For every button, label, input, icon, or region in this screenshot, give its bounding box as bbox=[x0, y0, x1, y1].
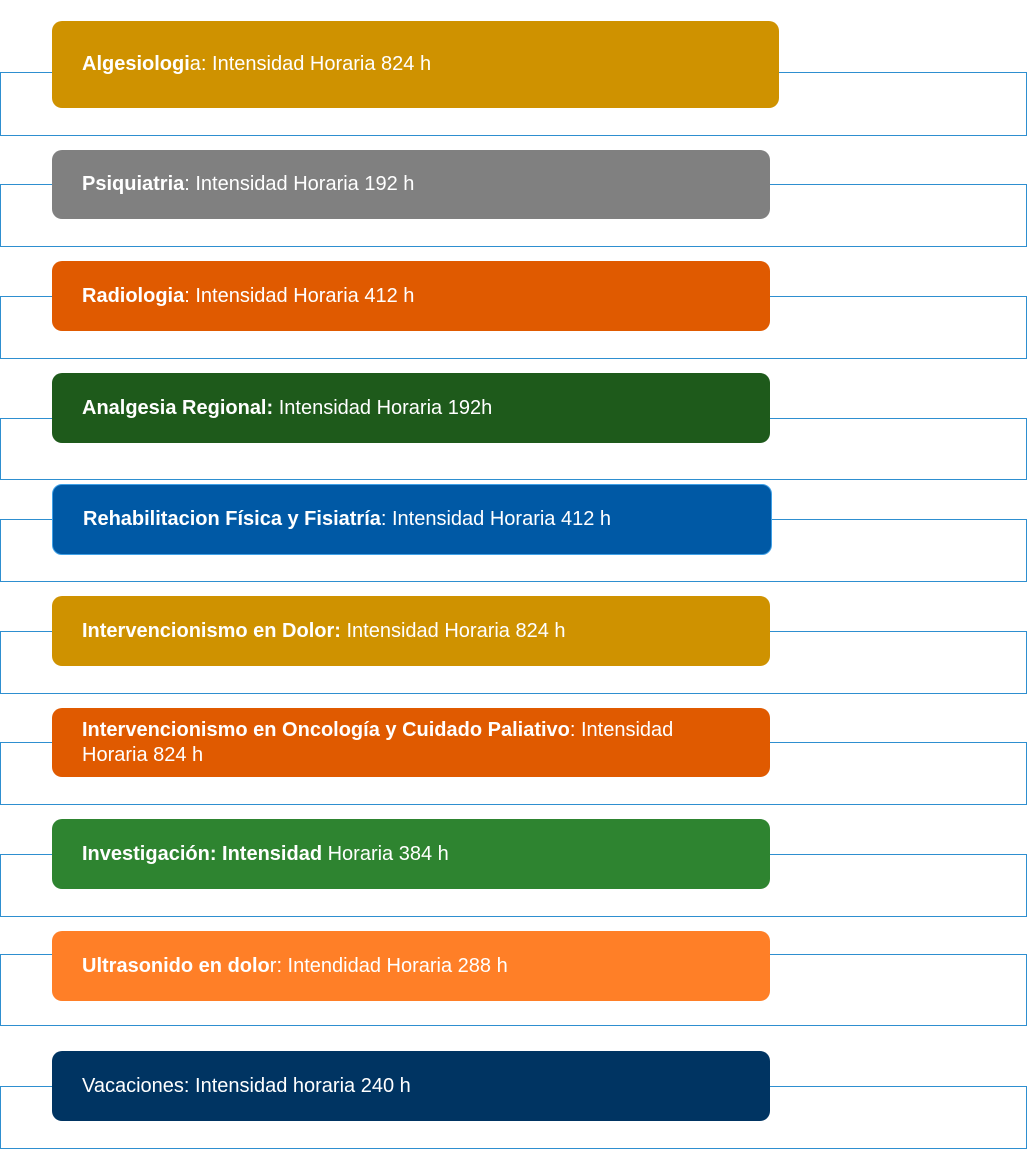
item-bar bbox=[52, 708, 770, 777]
item-bold-text: Analgesia Regional: bbox=[82, 396, 274, 419]
item-label bbox=[82, 842, 449, 867]
item-bold-text: Investigación: Intensidad bbox=[82, 842, 323, 865]
item-rest-text: : Intensidad Horaria 192 h bbox=[184, 173, 415, 195]
item-bold-text: Intervencionismo en Dolor: bbox=[82, 619, 341, 642]
item-label bbox=[82, 619, 566, 644]
item-bold-text: Algesiologi bbox=[82, 53, 190, 75]
item-bar bbox=[52, 261, 770, 331]
item-label bbox=[82, 954, 508, 979]
item-bold-text: Radiologia bbox=[82, 284, 185, 307]
item-bold-text: Rehabilitacion Física y Fisiatría bbox=[83, 508, 381, 530]
item-label bbox=[82, 1074, 411, 1099]
item-bar bbox=[52, 150, 770, 219]
item-bar bbox=[52, 21, 779, 108]
item-label bbox=[82, 52, 431, 77]
item-bold-text: Psiquiatria bbox=[82, 173, 185, 195]
item-rest-text: r: Intendidad Horaria 288 h bbox=[269, 954, 508, 977]
item-bold-text: Intervencionismo en Oncología y Cuidado Paliativo bbox=[82, 718, 570, 741]
item-bar bbox=[52, 373, 770, 443]
item-label bbox=[82, 172, 414, 197]
item-bar bbox=[52, 484, 772, 555]
item-rest-text: : Intensidad Horaria 412 h bbox=[184, 284, 415, 307]
item-bar bbox=[52, 819, 770, 889]
item-bar bbox=[52, 596, 770, 666]
item-rest-text: : Intensidad Horaria 412 h bbox=[380, 508, 612, 530]
item-rest-text: Horaria 384 h bbox=[322, 842, 449, 865]
item-rest-text: Vacaciones: Intensidad horaria 240 h bbox=[82, 1074, 411, 1097]
item-bold-text: Ultrasonido en dolo bbox=[82, 954, 270, 977]
item-rest-text: a: Intensidad Horaria 824 h bbox=[189, 53, 432, 75]
item-label bbox=[83, 507, 611, 532]
item-label bbox=[82, 718, 740, 768]
item-rest-text: : Intensidad Horaria 824 h bbox=[82, 718, 674, 766]
item-rest-text: Intensidad Horaria 824 h bbox=[340, 619, 566, 642]
item-bar bbox=[52, 1051, 770, 1121]
item-label bbox=[82, 396, 492, 421]
item-label bbox=[82, 284, 414, 309]
item-rest-text: Intensidad Horaria 192h bbox=[273, 396, 493, 419]
item-bar bbox=[52, 931, 770, 1001]
